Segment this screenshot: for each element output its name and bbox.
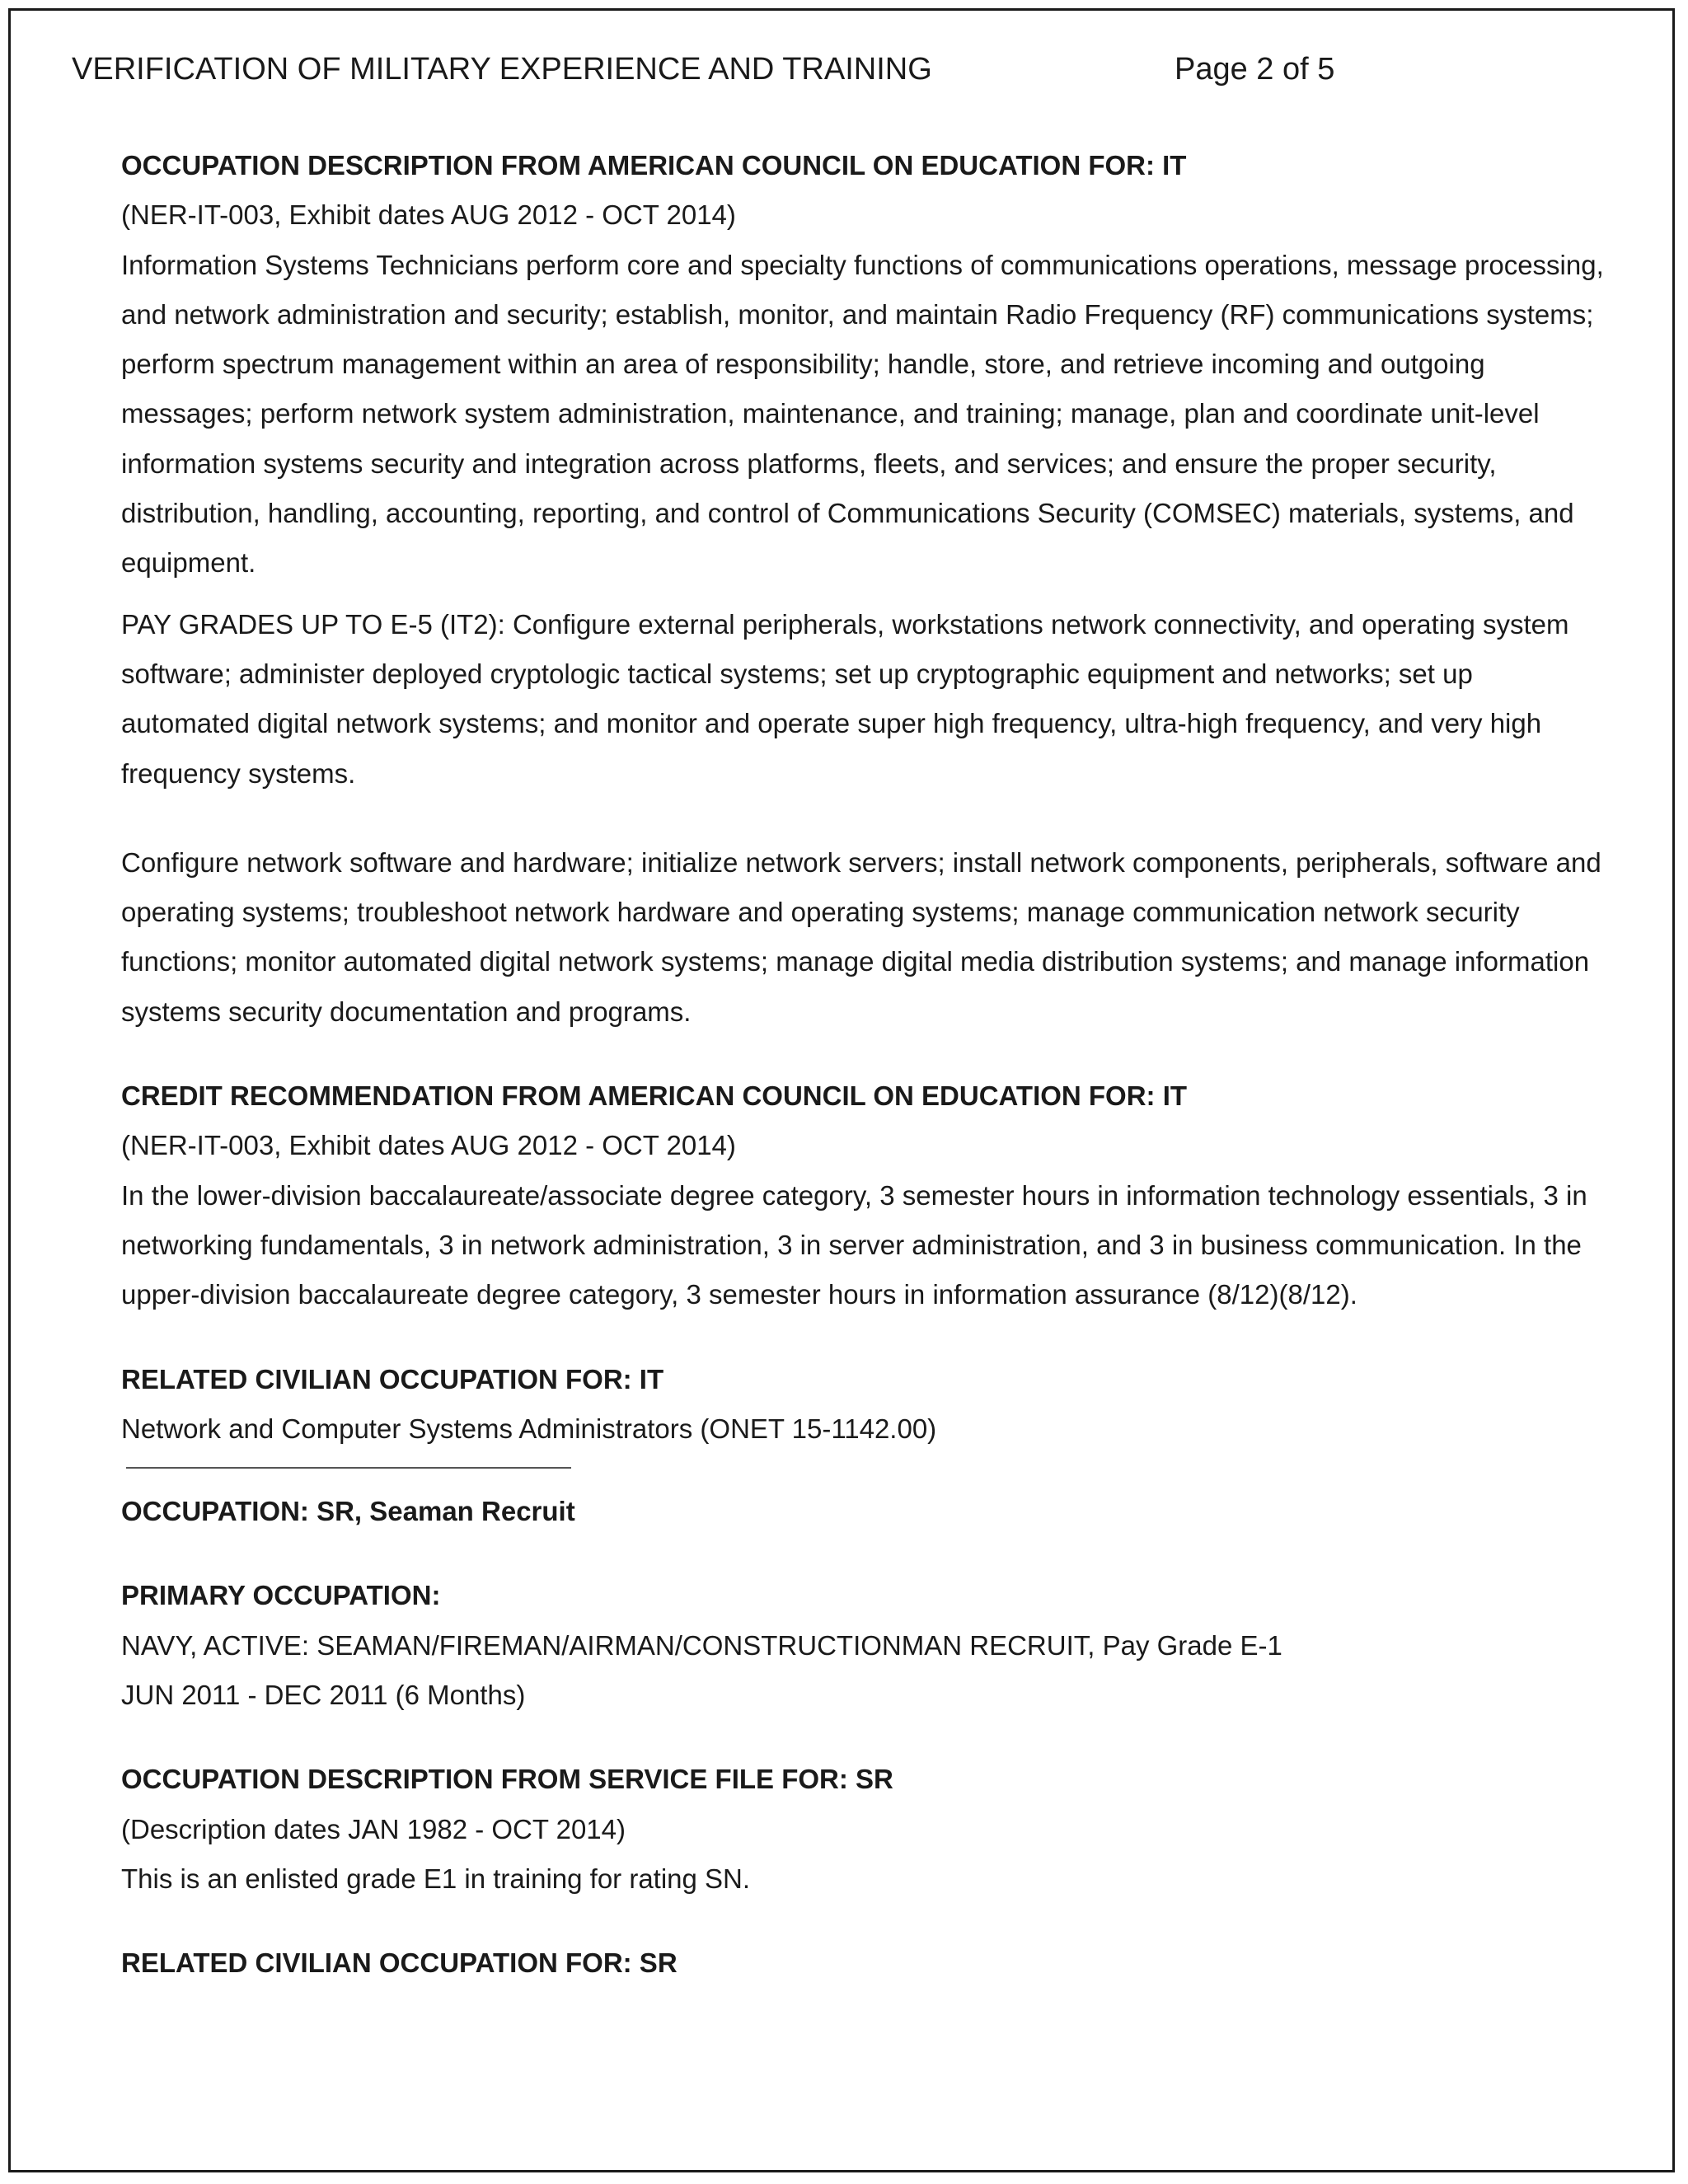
ace-description-dates: (NER-IT-003, Exhibit dates AUG 2012 - OCT 2014)	[121, 199, 736, 231]
ace-description-paragraph: Information Systems Technicians perform core and specialty functions of communications operations, message processing, and network administration and security; establish, monitor, and maintain Radio Frequency (RF) communications systems; perform spectrum management within an area of responsibility; handle, store, and retrieve incoming and outgoing messages; perform network system administration, maintenance, and training; manage, plan and coordinate unit-level information systems security and integration across platforms, fleets, and services; and ensure the proper security, distribution, handling, accounting, reporting, and control of Communications Security (COMSEC) materials, systems, and equipment.	[121, 249, 1604, 579]
spacer	[121, 1904, 1605, 1938]
occupation-sr-heading: OCCUPATION: SR, Seaman Recruit	[121, 1496, 575, 1527]
credit-dates: (NER-IT-003, Exhibit dates AUG 2012 - OCT 2014)	[121, 1130, 736, 1161]
section-divider	[126, 1467, 571, 1469]
related-sr-heading: RELATED CIVILIAN OCCUPATION FOR: SR	[121, 1947, 678, 1979]
ace-description-heading: OCCUPATION DESCRIPTION FROM AMERICAN COUNCIL ON EDUCATION FOR: IT	[121, 150, 1187, 180]
related-it-heading: RELATED CIVILIAN OCCUPATION FOR: IT	[121, 1363, 664, 1394]
related-it-text: Network and Computer Systems Administrators (ONET 15-1142.00)	[121, 1413, 937, 1444]
ace-description-paragraph: Configure network software and hardware; initialize network servers; install network components, peripherals, software and operating systems; troubleshoot network hardware and operating systems; manage communication network security functions; monitor automated digital network systems; manage digital media distribution systems; and manage information systems security documentation and programs.	[121, 846, 1601, 1027]
spacer	[121, 588, 1605, 600]
service-file-dates: (Description dates JAN 1982 - OCT 2014)	[121, 1813, 626, 1844]
service-file-heading: OCCUPATION DESCRIPTION FROM SERVICE FILE FOR: SR	[121, 1764, 893, 1795]
credit-text: In the lower-division baccalaureate/associate degree category, 3 semester hours in information technology essentials, 3 in networking fundamentals, 3 in network administration, 3 in server administration, and 3 in business communication. In the upper-division baccalaureate degree category, 3 semester hours in information assurance (8/12)(8/12).	[121, 1179, 1587, 1310]
spacer	[121, 799, 1605, 838]
document-page	[8, 8, 1675, 2172]
spacer	[121, 1320, 1605, 1355]
spacer	[121, 1536, 1605, 1571]
page-number: Page 2 of 5	[1175, 52, 1335, 87]
primary-occupation-line: NAVY, ACTIVE: SEAMAN/FIREMAN/AIRMAN/CONSTRUCTIONMAN RECRUIT, Pay Grade E-1	[121, 1629, 1282, 1661]
service-file-text: This is an enlisted grade E1 in training for rating SN.	[121, 1863, 751, 1894]
credit-heading: CREDIT RECOMMENDATION FROM AMERICAN COUNCIL ON EDUCATION FOR: IT	[121, 1080, 1188, 1112]
primary-occupation-heading: PRIMARY OCCUPATION:	[121, 1580, 441, 1611]
document-title: VERIFICATION OF MILITARY EXPERIENCE AND TRAINING	[72, 52, 932, 87]
spacer	[121, 1720, 1605, 1755]
primary-occupation-dates: JUN 2011 - DEC 2011 (6 Months)	[121, 1680, 526, 1711]
document-body	[121, 141, 1605, 1989]
ace-description-paragraph: PAY GRADES UP TO E-5 (IT2): Configure external peripherals, workstations network connectivity, and operating system software; administer deployed cryptologic tactical systems; set up cryptographic equipment and networks; set up automated digital network systems; and monitor and operate super high frequency, ultra-high frequency, and very high frequency systems.	[121, 608, 1569, 789]
spacer	[121, 1037, 1605, 1071]
